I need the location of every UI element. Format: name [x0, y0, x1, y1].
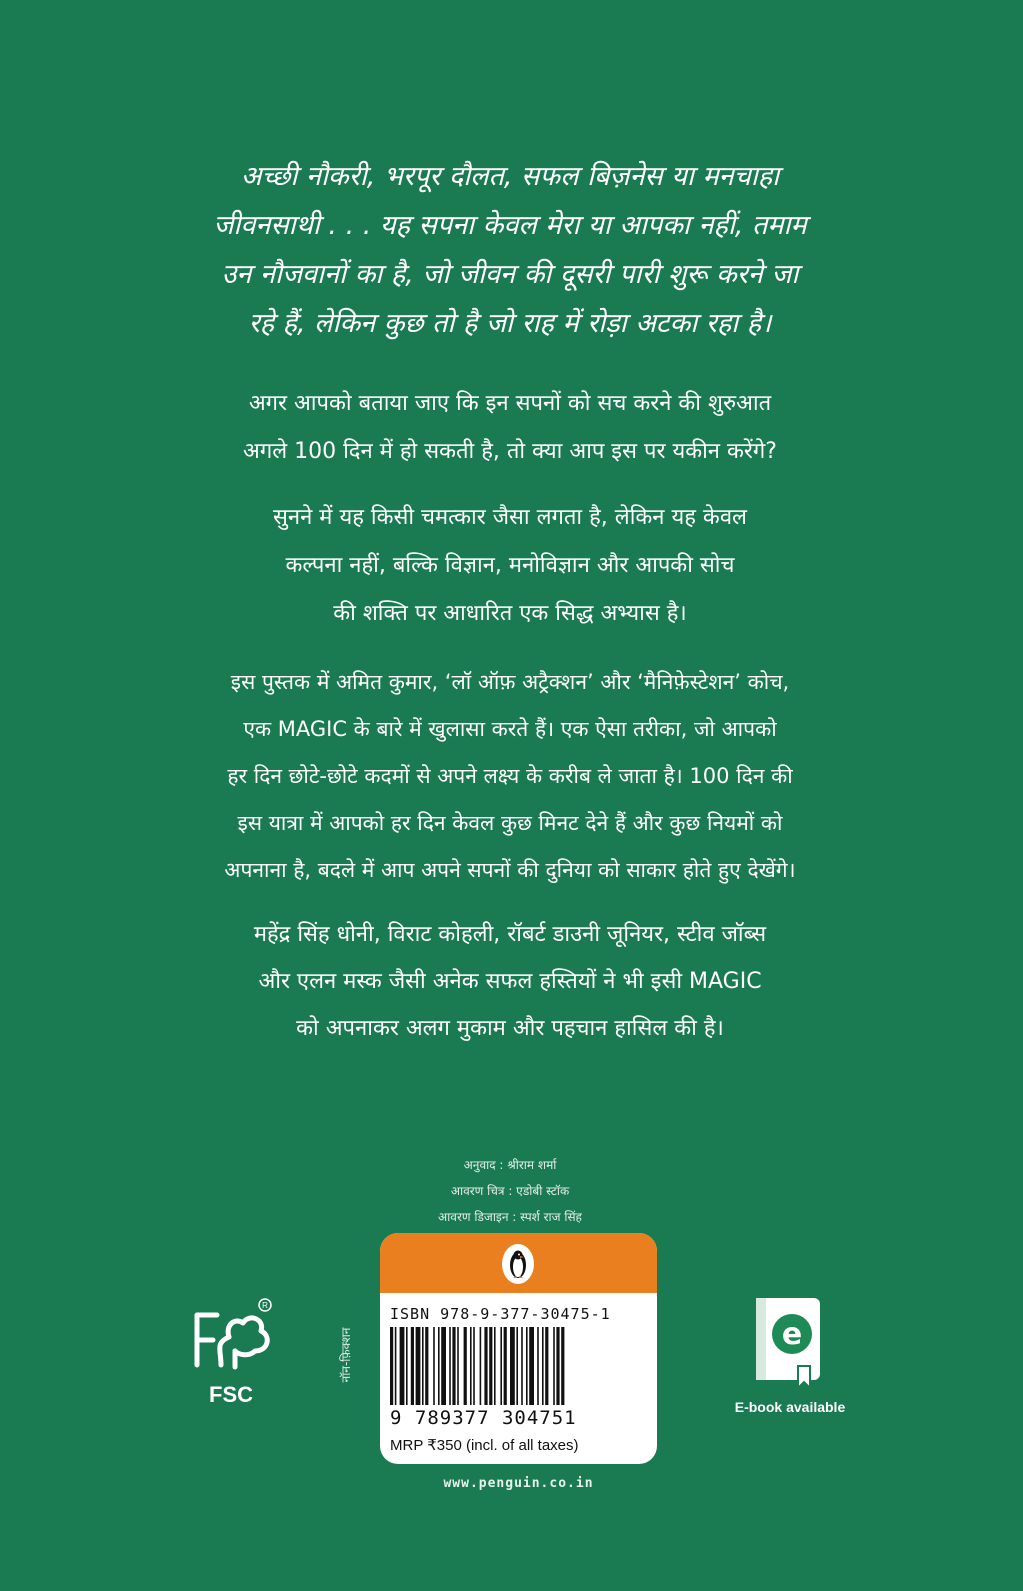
text-line: रहे हैं, लेकिन कुछ तो है जो राह में रोड़ा अटका रहा है। [248, 308, 772, 339]
barcode-bar [500, 1327, 502, 1405]
barcode-bar [529, 1327, 534, 1405]
barcode-bar [425, 1327, 428, 1405]
barcode-bar [521, 1327, 523, 1405]
text-line: अगले 100 दिन में हो सकती है, तो क्या आप इस पर यकीन करेंगे? [243, 439, 777, 464]
barcode-bar [542, 1327, 544, 1405]
barcode-bar [516, 1327, 518, 1405]
text-line: अच्छी नौकरी, भरपूर दौलत, सफल बिज़नेस या मनचाहा [240, 161, 780, 192]
website-link[interactable]: www.penguin.co.in [443, 1476, 594, 1491]
barcode-bar [510, 1327, 515, 1405]
text-line: एक MAGIC के बारे में खुलासा करते हैं। एक ऐसा तरीका, जो आपको [243, 717, 777, 741]
barcode [390, 1327, 647, 1405]
celebrities-paragraph [150, 911, 870, 1052]
barcode-bar [441, 1327, 446, 1405]
penguin-logo-icon [502, 1244, 534, 1284]
price-sticker [380, 1233, 657, 1464]
barcode-bar [433, 1327, 435, 1405]
intro-paragraph [150, 152, 870, 348]
text-line: महेंद्र सिंह धोनी, विराट कोहली, रॉबर्ट डाउनी जूनियर, स्टीव जॉब्स [253, 922, 767, 947]
text-line: और एलन मस्क जैसी अनेक सफल हस्तियों ने भी इसी MAGIC [258, 969, 762, 994]
isbn-text: ISBN 978-9-377-30475-1 [390, 1305, 611, 1323]
text-line: हर दिन छोटे-छोटे कदमों से अपने लक्ष्य के करीब ले जाता है। 100 दिन की [227, 764, 793, 788]
fsc-label: FSC [209, 1382, 253, 1407]
text-line: सुनने में यह किसी चमत्कार जैसा लगता है, लेकिन यह केवल [273, 505, 747, 530]
barcode-bar [545, 1327, 548, 1405]
svg-text:e: e [781, 1317, 803, 1352]
barcode-bar [489, 1327, 492, 1405]
text-line: इस पुस्तक में अमित कुमार, ‘लॉ ऑफ़ अट्रैक्शन’ और ‘मैनिफ़ेस्टेशन’ कोच, [230, 670, 790, 694]
barcode-digits: 9 789377 304751 [390, 1407, 577, 1429]
barcode-bar [457, 1327, 459, 1405]
svg-text:R: R [262, 1301, 268, 1310]
barcode-bar [438, 1327, 440, 1405]
barcode-bar [553, 1327, 555, 1405]
text-line: की शक्ति पर आधारित एक सिद्ध अभ्यास है। [333, 601, 687, 626]
barcode-bar [480, 1327, 482, 1405]
category-label: नॉन-फ़िक्शन [339, 1327, 353, 1383]
barcode-bar [422, 1327, 424, 1405]
cover-image-credit: आवरण चित्र : एडोबी स्टॉक [450, 1184, 570, 1198]
ebook-label: E-book available [734, 1399, 846, 1415]
barcode-bar [452, 1327, 455, 1405]
barcode-bar [411, 1327, 414, 1405]
cover-design-credit: आवरण डिजाइन : स्पर्श राज सिंह [438, 1210, 582, 1224]
barcode-bar [416, 1327, 421, 1405]
fsc-tree-icon [185, 1295, 277, 1395]
barcode-bar [484, 1327, 487, 1405]
text-line: अपनाना है, बदले में आप अपने सपनों की दुनिया को साकार होते हुए देखेंगे। [224, 858, 796, 882]
barcode-bar [537, 1327, 539, 1405]
translation-credit: अनुवाद : श्रीराम शर्मा [463, 1158, 557, 1172]
barcode-bar [504, 1327, 507, 1405]
text-line: कल्पना नहीं, बल्कि विज्ञान, मनोविज्ञान और आपकी सोच [285, 553, 735, 578]
barcode-bar [556, 1327, 559, 1405]
barcode-bar [470, 1327, 472, 1405]
barcode-bar [473, 1327, 475, 1405]
barcode-bar [390, 1327, 393, 1405]
book-description-paragraph [150, 659, 870, 894]
sticker-header [380, 1233, 657, 1293]
text-line: अगर आपको बताया जाए कि इन सपनों को सच करने की शुरुआत [248, 391, 772, 416]
barcode-bar [400, 1327, 405, 1405]
mrp-text: MRP ₹350 (incl. of all taxes) [390, 1437, 579, 1454]
text-line: उन नौजवानों का है, जो जीवन की दूसरी पारी शुरू करने जा [221, 259, 799, 290]
barcode-bar [526, 1327, 528, 1405]
text-line: जीवनसाथी . . . यह सपना केवल मेरा या आपका नहीं, तमाम [213, 210, 807, 241]
barcode-bar [395, 1327, 397, 1405]
miracle-paragraph [150, 494, 870, 638]
barcode-bar [464, 1327, 467, 1405]
text-line: इस यात्रा में आपको हर दिन केवल कुछ मिनट देने हैं और कुछ नियमों को [237, 811, 783, 835]
barcode-bar [561, 1327, 564, 1405]
barcode-bar [406, 1327, 408, 1405]
ebook-icon [752, 1296, 824, 1392]
barcode-bar [494, 1327, 496, 1405]
question-paragraph [150, 380, 870, 476]
text-line: को अपनाकर अलग मुकाम और पहचान हासिल की है। [296, 1016, 724, 1041]
credits-block [360, 1152, 660, 1230]
barcode-bar [449, 1327, 451, 1405]
